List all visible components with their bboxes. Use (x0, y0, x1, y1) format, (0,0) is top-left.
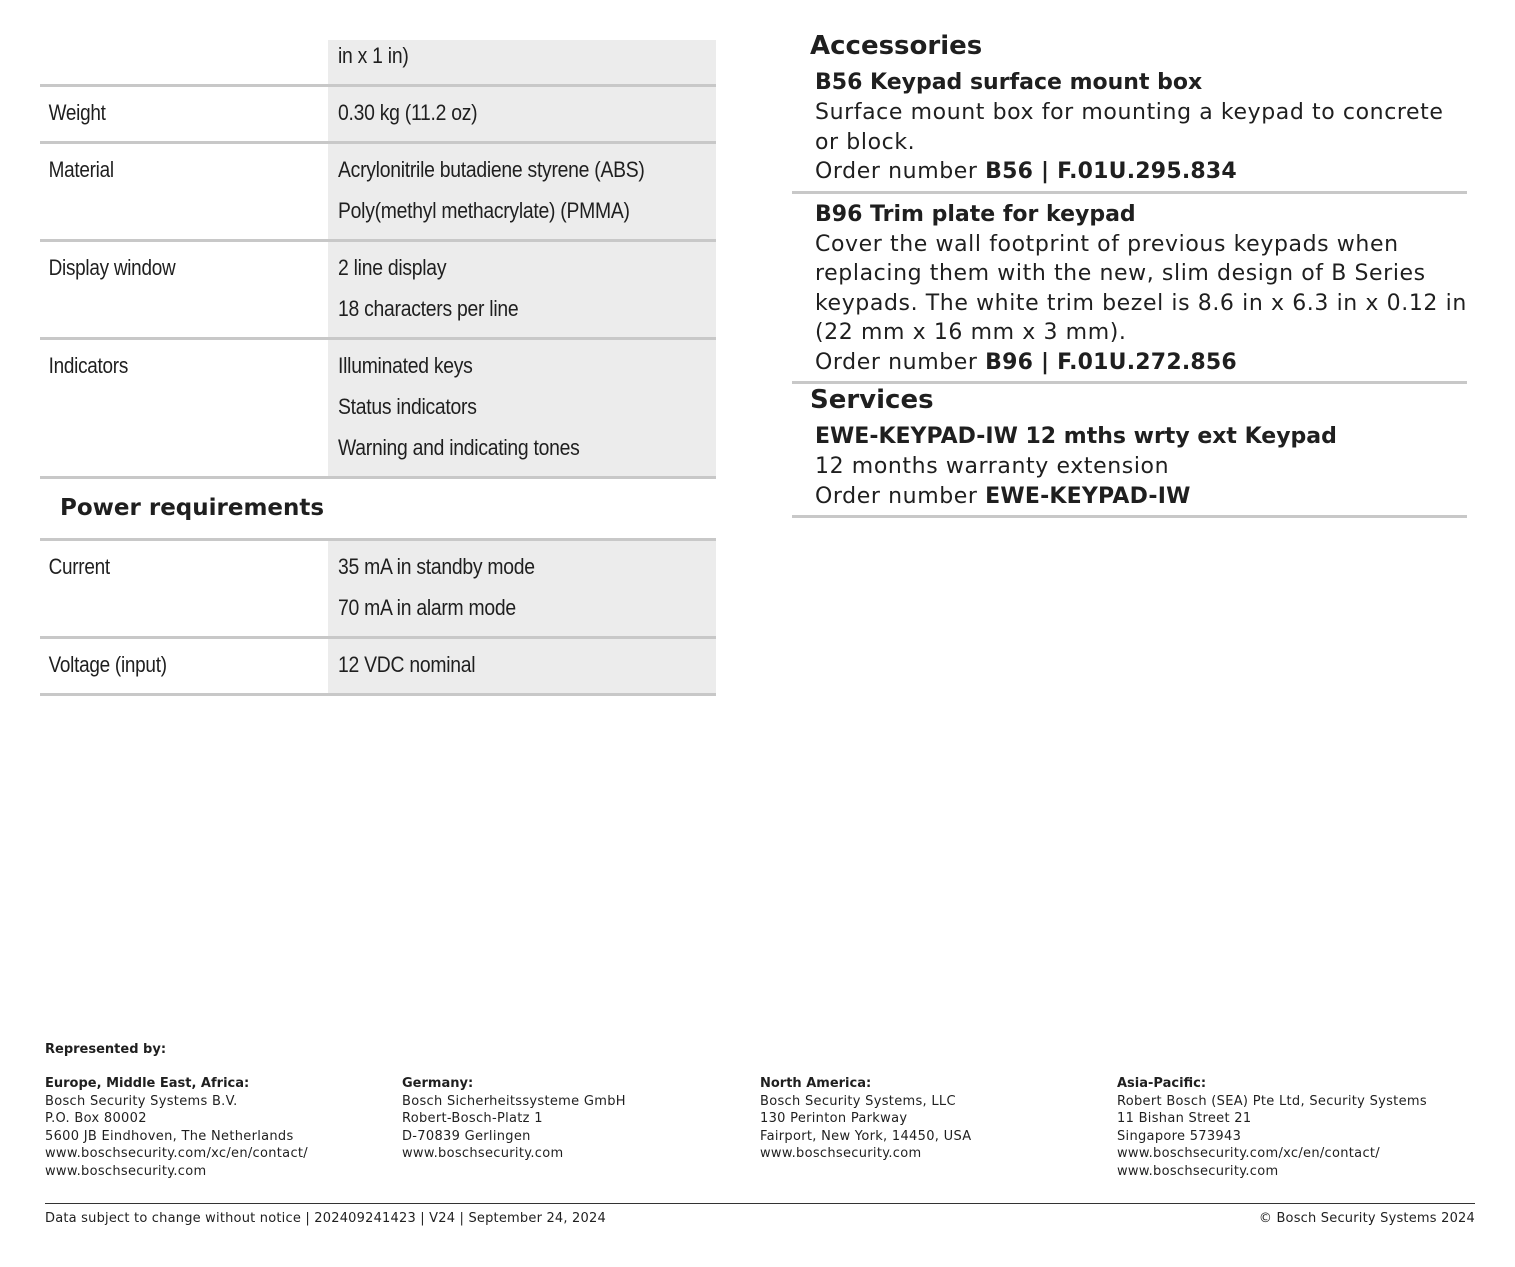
spec-table (40, 40, 716, 696)
accessory-item (792, 62, 1467, 194)
spec-value (328, 340, 716, 476)
accessory-desc: keypads. The white trim bezel is 8.6 in x 6.3 in x 0.12 in (815, 290, 1467, 316)
region-heading: Europe, Middle East, Africa: (45, 1076, 250, 1091)
order-code: EWE-KEYPAD-IW (985, 483, 1191, 509)
region-line: Bosch Security Systems, LLC (760, 1093, 956, 1109)
spec-row-dimensions (40, 40, 716, 87)
footer-divider (45, 1203, 1475, 1204)
region-line: P.O. Box 80002 (45, 1111, 147, 1126)
order-prefix: Order number (815, 159, 986, 184)
spec-label (40, 40, 288, 84)
order-prefix: Order number (815, 349, 986, 375)
order-number (815, 482, 1467, 512)
services-heading: Services (810, 385, 934, 415)
spec-value-line: in x 1 in) (338, 43, 409, 68)
accessory-desc: Surface mount box for mounting a keypad to concrete (815, 100, 1444, 125)
region-link[interactable]: www.boschsecurity.com/xc/en/contact/ (1117, 1146, 1380, 1161)
region-line: Robert-Bosch-Platz 1 (402, 1111, 543, 1126)
spec-label: Indicators (48, 353, 129, 378)
accessory-title: B56 Keypad surface mount box (815, 70, 1203, 95)
order-code: B56 | F.01U.295.834 (985, 159, 1237, 184)
spec-value-line: Illuminated keys (338, 353, 473, 378)
spec-label: Weight (48, 100, 106, 125)
footer-copyright: © Bosch Security Systems 2024 (1258, 1211, 1475, 1226)
region-link[interactable]: www.boschsecurity.com (760, 1146, 922, 1161)
spec-value (328, 87, 716, 141)
accessory-desc: Cover the wall footprint of previous keypads when (815, 231, 1399, 257)
region-line: Robert Bosch (SEA) Pte Ltd, Security Systems (1117, 1093, 1427, 1109)
region-line: 130 Perinton Parkway (760, 1111, 908, 1126)
region-line: D-70839 Gerlingen (402, 1128, 531, 1144)
region-link[interactable]: www.boschsecurity.com (1117, 1163, 1279, 1179)
spec-value (328, 40, 716, 84)
accessory-item (792, 194, 1467, 385)
footer-notice: Data subject to change without notice | 202409241423 | V24 | September 24, 2024 (45, 1211, 606, 1226)
region-line: Singapore 573943 (1117, 1128, 1242, 1144)
region-line: 11 Bishan Street 21 (1117, 1111, 1252, 1126)
region-heading: Germany: (402, 1076, 474, 1091)
spec-value-line: 18 characters per line (338, 296, 519, 321)
region-line: Fairport, New York, 14450, USA (760, 1128, 972, 1144)
region-line: Bosch Sicherheitssysteme GmbH (402, 1093, 626, 1109)
spec-label: Material (48, 157, 114, 182)
represented-by-label: Represented by: (45, 1042, 167, 1057)
order-number (815, 157, 1467, 187)
region-germany (402, 1075, 626, 1163)
spec-value-line: Status indicators (338, 394, 477, 419)
spec-value-line: 0.30 kg (11.2 oz) (338, 100, 478, 125)
service-desc: 12 months warranty extension (815, 454, 1170, 479)
spec-row-weight (40, 87, 716, 144)
region-heading: North America: (760, 1076, 872, 1091)
spec-label: Display window (48, 255, 176, 280)
accessory-title: B96 Trim plate for keypad (815, 201, 1136, 227)
spec-row-indicators (40, 340, 716, 479)
spec-value-line: Acrylonitrile butadiene styrene (ABS) (338, 157, 645, 182)
order-prefix: Order number (815, 483, 986, 509)
region-emea (45, 1075, 308, 1180)
spec-value (328, 639, 716, 693)
service-item (792, 416, 1467, 518)
accessories-section (792, 30, 1467, 518)
region-link[interactable]: www.boschsecurity.com (402, 1146, 564, 1161)
spec-label: Current (48, 554, 110, 579)
spec-value-line: 70 mA in alarm mode (338, 595, 516, 620)
spec-value (328, 242, 716, 337)
spec-value (328, 144, 716, 239)
accessories-heading: Accessories (810, 31, 983, 61)
spec-row-material (40, 144, 716, 242)
accessory-desc: replacing them with the new, slim design of B Series (815, 261, 1426, 286)
accessory-desc: or block. (815, 129, 916, 155)
spec-label: Voltage (input) (48, 652, 167, 677)
region-line: Bosch Security Systems B.V. (45, 1093, 238, 1109)
region-north-america (760, 1075, 971, 1163)
order-code: B96 | F.01U.272.856 (985, 349, 1237, 375)
spec-value-line: 12 VDC nominal (338, 652, 476, 677)
region-link[interactable]: www.boschsecurity.com (45, 1163, 207, 1179)
region-heading: Asia-Pacific: (1117, 1076, 1207, 1091)
spec-value (328, 541, 716, 636)
region-line: 5600 JB Eindhoven, The Netherlands (45, 1128, 294, 1144)
accessory-desc: (22 mm x 16 mm x 3 mm). (815, 320, 1127, 345)
spec-value-line: 2 line display (338, 255, 447, 280)
spec-value-line: 35 mA in standby mode (338, 554, 535, 579)
spec-value-line: Warning and indicating tones (338, 435, 580, 460)
region-link[interactable]: www.boschsecurity.com/xc/en/contact/ (45, 1146, 308, 1161)
spec-row-current (40, 541, 716, 639)
power-requirements-heading: Power requirements (40, 479, 716, 541)
spec-row-display-window (40, 242, 716, 340)
region-asia-pacific (1117, 1075, 1427, 1180)
spec-row-voltage (40, 639, 716, 696)
order-number (815, 348, 1467, 378)
service-title: EWE-KEYPAD-IW 12 mths wrty ext Keypad (815, 424, 1337, 449)
spec-value-line: Poly(methyl methacrylate) (PMMA) (338, 198, 630, 223)
